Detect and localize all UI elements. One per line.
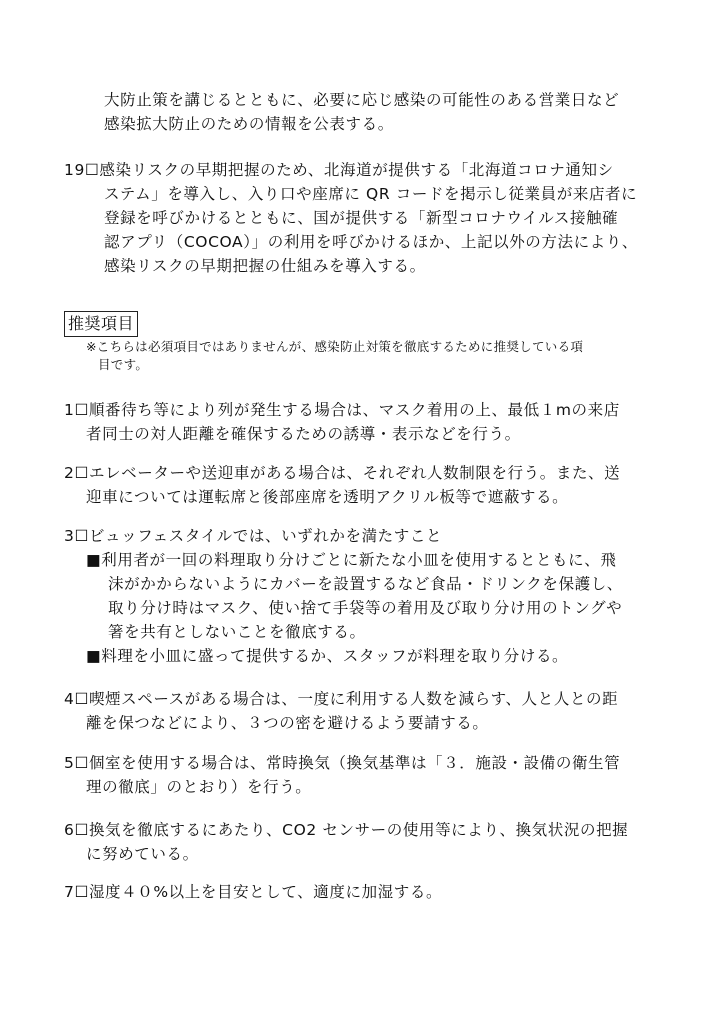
item-3-bullet-2-line-1: ■料理を小皿に盛って提供するか、スタッフが料理を取り分ける。: [86, 647, 569, 665]
item-6-line-2: に努めている。: [86, 845, 199, 863]
item-19-line-3: 登録を呼びかけるとともに、国が提供する「新型コロナウイルス接触確: [104, 209, 619, 227]
item-3-bullet-1-line-4: 箸を共有としないことを徹底する。: [108, 623, 366, 641]
item-2-line-2: 迎車については運転席と後部座席を透明アクリル板等で遮蔽する。: [86, 488, 569, 506]
item-2-line-1: 2☐エレベーターや送迎車がある場合は、それぞれ人数制限を行う。また、送: [64, 464, 621, 482]
intro-line-1: 大防止策を講じるとともに、必要に応じ感染の可能性のある営業日など: [104, 91, 620, 109]
item-19-line-5: 感染リスクの早期把握の仕組みを導入する。: [104, 257, 426, 275]
item-4-line-2: 離を保つなどにより、３つの密を避けるよう要請する。: [86, 714, 489, 732]
recommended-note-line-2: 目です。: [98, 357, 149, 372]
item-3-bullet-1-line-3: 取り分け時はマスク、使い捨て手袋等の着用及び取り分け用のトングや: [108, 599, 623, 617]
item-4-line-1: 4☐喫煙スペースがある場合は、一度に利用する人数を減らす、人と人との距: [64, 690, 619, 708]
item-5-line-2: 理の徹底」のとおり）を行う。: [86, 778, 312, 796]
item-19-line-1: 19☐感染リスクの早期把握のため、北海道が提供する「北海道コロナ通知シ: [64, 161, 614, 179]
item-3-line-1: 3☐ビュッフェスタイルでは、いずれかを満たすこと: [64, 527, 443, 545]
recommended-note-line-1: ※こちらは必須項目ではありませんが、感染防止対策を徹底するために推奨している項: [86, 339, 584, 354]
item-6-line-1: 6☐換気を徹底するにあたり、CO2 センサーの使用等により、換気状況の把握: [64, 821, 629, 839]
item-19-line-4: 認アプリ（COCOA）」の利用を呼びかけるほか、上記以外の方法により、: [104, 233, 639, 251]
item-19-line-2: ステム」を導入し、入り口や座席に QR コードを掲示し従業員が来店者に: [104, 185, 638, 203]
item-3-bullet-1-line-1: ■利用者が一回の料理取り分けごとに新たな小皿を使用するとともに、飛: [86, 551, 617, 569]
item-7-line-1: 7☐湿度４０%以上を目安として、適度に加湿する。: [64, 883, 443, 901]
recommended-heading: 推奨項目: [64, 311, 138, 337]
intro-line-2: 感染拡大防止のための情報を公表する。: [104, 115, 394, 133]
item-1-line-1: 1☐順番待ち等により列が発生する場合は、マスク着用の上、最低１mの来店: [64, 401, 620, 419]
item-3-bullet-1-line-2: 沫がかからないようにカバーを設置するなど食品・ドリンクを保護し、: [108, 575, 623, 593]
item-5-line-1: 5☐個室を使用する場合は、常時換気（換気基準は「３．施設・設備の衛生管: [64, 754, 621, 772]
item-1-line-2: 者同士の対人距離を確保するための誘導・表示などを行う。: [86, 425, 521, 443]
